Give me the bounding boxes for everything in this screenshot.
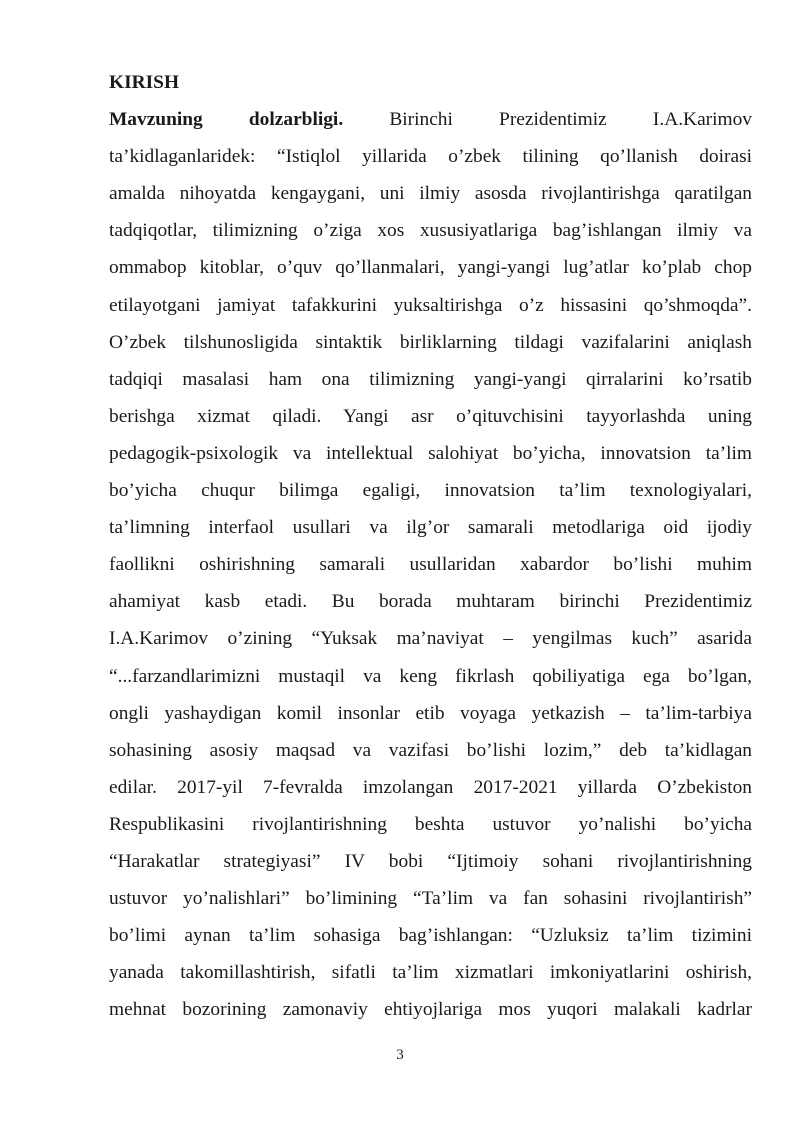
page-number: 3 bbox=[396, 1047, 404, 1063]
text-line: bo’yicha chuqur bilimga egaligi, innovatsion ta’lim texnologiyalari, bbox=[109, 480, 752, 502]
text-line: pedagogik-psixologik va intellektual salohiyat bo’yicha, innovatsion ta’lim bbox=[109, 442, 752, 464]
text-line: Respublikasini rivojlantirishning beshta ustuvor yo’nalishi bo’yicha bbox=[109, 813, 752, 835]
text-line bbox=[109, 101, 752, 138]
text-line: tadqiqi masalasi ham ona tilimizning yangi-yangi qirralarini ko’rsatib bbox=[109, 368, 752, 390]
body-text bbox=[109, 64, 752, 1028]
text-line: amalda nihoyatda kengaygani, uni ilmiy asosda rivojlantirishga qaratilgan bbox=[109, 183, 752, 205]
section-heading: KIRISH bbox=[109, 72, 180, 93]
paragraph bbox=[109, 101, 752, 1028]
text-line: mehnat bozorining zamonaviy ehtiyojlariga mos yuqori malakali kadrlar bbox=[109, 999, 752, 1021]
text-line: ahamiyat kasb etadi. Bu borada muhtaram birinchi Prezidentimiz bbox=[109, 591, 752, 613]
text-line: berishga xizmat qiladi. Yangi asr o’qituvchisini tayyorlashda uning bbox=[109, 405, 752, 427]
text-line: bo’limi aynan ta’lim sohasiga bag’ishlangan: “Uzluksiz ta’lim tizimini bbox=[109, 925, 752, 947]
text-line: I.A.Karimov o’zining “Yuksak ma’naviyat – yengilmas kuch” asarida bbox=[109, 628, 752, 650]
text-line: ustuvor yo’nalishlari” bo’limining “Ta’lim va fan sohasini rivojlantirish” bbox=[109, 888, 752, 910]
text-line: O’zbek tilshunosligida sintaktik birliklarning tildagi vazifalarini aniqlash bbox=[109, 331, 752, 353]
text-line: ommabop kitoblar, o’quv qo’llanmalari, yangi-yangi lug’atlar ko’plab chop bbox=[109, 257, 752, 279]
text-line: etilayotgani jamiyat tafakkurini yuksaltirishga o’z hissasini qo’shmoqda”. bbox=[109, 294, 752, 316]
text-line: ta’limning interfaol usullari va ilg’or samarali metodlariga oid ijodiy bbox=[109, 517, 752, 539]
text-line: tadqiqotlar, tilimizning o’ziga xos xususiyatlariga bag’ishlangan ilmiy va bbox=[109, 220, 752, 242]
text-line: “Harakatlar strategiyasi” IV bobi “Ijtimoiy sohani rivojlantirishning bbox=[109, 850, 752, 872]
text-line: ongli yashaydigan komil insonlar etib voyaga yetkazish – ta’lim-tarbiya bbox=[109, 702, 752, 724]
text-line: “...farzandlarimizni mustaqil va keng fikrlash qobiliyatiga ega bo’lgan, bbox=[109, 665, 752, 687]
text-line: sohasining asosiy maqsad va vazifasi bo’lishi lozim,” deb ta’kidlagan bbox=[109, 739, 752, 761]
text-line: ta’kidlaganlaridek: “Istiqlol yillarida o’zbek tilining qo’llanish doirasi bbox=[109, 146, 752, 168]
text-line: edilar. 2017-yil 7-fevralda imzolangan 2017-2021 yillarda O’zbekiston bbox=[109, 776, 752, 798]
text-line-content: Birinchi Prezidentimiz I.A.Karimov bbox=[343, 109, 752, 131]
paragraph-lead: Mavzuning dolzarbligi. bbox=[109, 109, 344, 131]
text-line: yanada takomillashtirish, sifatli ta’lim xizmatlari imkoniyatlarini oshirish, bbox=[109, 962, 752, 984]
text-line: faollikni oshirishning samarali usullaridan xabardor bo’lishi muhim bbox=[109, 554, 752, 576]
